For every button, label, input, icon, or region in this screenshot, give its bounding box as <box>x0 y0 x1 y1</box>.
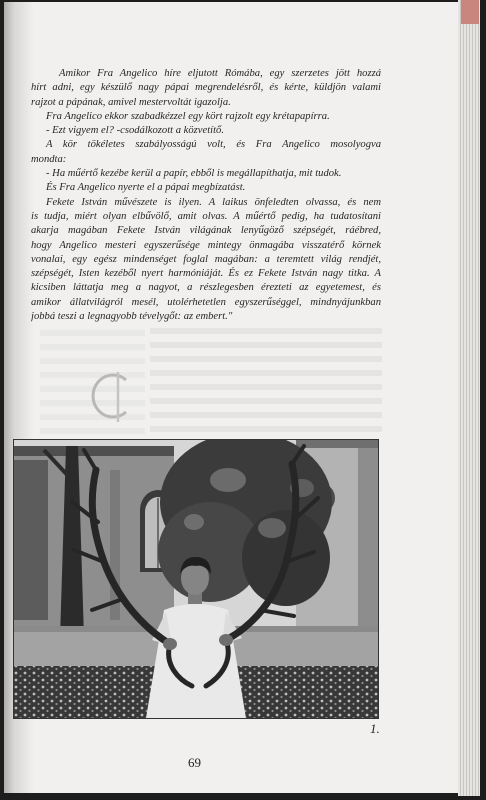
photo-image <box>14 440 378 718</box>
text-line: kicsiben láttatja meg a nagyot, a részlegesben érezteti az egyetemest, és <box>31 282 381 294</box>
body-text <box>31 67 381 324</box>
text-line: hogy Angelico mesteri egyszerűsége mintegy önmagába visszatérő körnek <box>31 239 381 251</box>
text-line: is tudja, miért olyan elbűvölő, amit olvas. A műértő pedig, ha tudatosítani <box>31 210 381 222</box>
photograph <box>14 440 378 718</box>
text-line: Fekete István művészete is ilyen. A laikus önfeledten olvassa, és nem <box>46 196 381 208</box>
bleed-through-texture <box>150 328 382 436</box>
text-line: Fra Angelico ekkor szabadkézzel egy kört rajzolt egy krétapapírra. <box>46 110 330 122</box>
text-line: rajzot a pápának, amivel mestervoltát igazolja. <box>31 96 231 108</box>
text-line: amikor állatvilágról mesél, utolérhetetlen egyszerűséggel, mindnyájunkban <box>31 296 381 308</box>
page-number: 69 <box>188 755 201 770</box>
text-line: szépségét, Isten kezéből nyert harmóniáját. És ez Fekete István nagy titka. A <box>31 268 381 280</box>
text-line: mondta: <box>31 153 67 165</box>
text-line: A kör tökéletes szabályosságú volt, és Fra Angelico mosolyogva <box>46 139 381 151</box>
text-line: jobbá teszi a legnagyobb tévelygőt: az embert." <box>31 311 233 323</box>
text-line: vonalai, egy egész mindenséget foglal magában: a teremtett világ rendjét, <box>31 253 381 265</box>
text-line: - Ezt vigyem el? -csodálkozott a közvetítő. <box>46 125 224 137</box>
text-line: hírt adni, egy készülő nagy pápai megrendelésről, és kérte, küldjön valami <box>31 82 381 94</box>
text-line: - Ha műértő kezébe kerül a papír, ebből is megállapíthatja, mit tudok. <box>46 168 342 180</box>
text-line: És Fra Angelico nyerte el a pápai megbízatást. <box>46 182 246 194</box>
page-stack-edge <box>458 0 480 796</box>
text-line: akarja magában Fekete István világának lenyűgöző szépségét, ráébred, <box>31 225 381 237</box>
watermark-logo <box>86 366 146 426</box>
watermark-arc <box>93 375 126 417</box>
text-line: Amikor Fra Angelico híre eljutott Rómába, egy szerzetes jött hozzá <box>59 68 381 79</box>
page-edge-tab <box>461 0 479 24</box>
figure-caption: 1. <box>370 721 380 736</box>
